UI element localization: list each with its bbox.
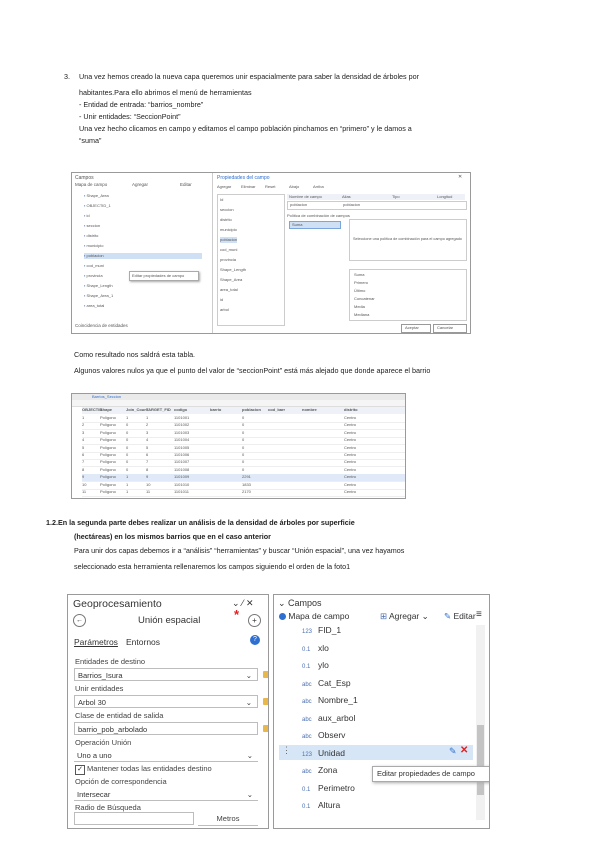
section12-line2: seleccionado esta herramienta rellenaremos los campos siguiendo el orden de la foto1 <box>74 562 351 571</box>
table-cell: 1101009 <box>174 474 190 480</box>
table-cell: Centro <box>344 489 357 494</box>
dialog-table-row[interactable] <box>287 201 467 210</box>
pencil-icon: ✎ <box>444 611 454 621</box>
table-cell: Centro <box>344 429 357 435</box>
table-cell: 10 <box>82 481 87 487</box>
field-type-icon: abc <box>302 681 312 688</box>
tooltip-small-text: Editar propiedades de campo <box>132 273 185 278</box>
table-header-cell[interactable]: barrio <box>210 407 222 412</box>
field-name: distrito <box>86 233 99 238</box>
field-item[interactable] <box>84 243 202 249</box>
table-cell: Polígono <box>100 437 116 443</box>
dialog-merge-options <box>349 269 467 321</box>
table-cell: Polígono <box>100 422 116 428</box>
dialog-field-item[interactable]: area_total <box>220 287 238 292</box>
field-type-icon: 123 <box>302 629 313 635</box>
field-row[interactable] <box>302 695 358 705</box>
radius-unit[interactable] <box>198 812 258 826</box>
table-cell: 1 <box>126 474 129 480</box>
fields-title-text: Campos <box>288 598 322 608</box>
geoprocessing-title: Geoprocesamiento <box>73 598 162 610</box>
field-row[interactable] <box>302 730 345 740</box>
merge-option[interactable]: Suma <box>354 272 365 277</box>
screenshot-field-properties <box>71 172 471 334</box>
field-type-icon: 123 <box>302 751 313 758</box>
field-item[interactable] <box>84 253 202 259</box>
chevron-down-icon: ⌄ <box>245 671 252 680</box>
dialog-close-icon[interactable]: ✕ <box>458 174 463 180</box>
field-item[interactable] <box>84 233 202 239</box>
table-cell: 1 <box>126 489 129 494</box>
window-controls[interactable]: ⌄ ⁄ ✕ <box>232 598 254 608</box>
tab-environments[interactable]: Entornos <box>126 637 161 647</box>
field-type-icon: ▪ <box>84 193 87 198</box>
field-name: Shape_Length <box>86 283 113 288</box>
merge-option[interactable]: Concatenar <box>354 296 375 301</box>
dialog-tool[interactable]: Agregar <box>217 184 232 189</box>
edit-label: Editar <box>453 611 476 621</box>
add-field-icon: ⊞ <box>380 611 390 621</box>
table-cell: Polígono <box>100 452 116 457</box>
dialog-cancel-label: Cancelar <box>437 325 454 330</box>
table-cell: Centro <box>344 415 357 420</box>
edit-label-small[interactable]: Editar <box>180 182 192 187</box>
dialog-field-item[interactable]: municipio <box>220 227 237 232</box>
tab-parameters[interactable]: Parámetros <box>74 637 118 647</box>
table-cell: Centro <box>344 474 357 480</box>
table-cell: Centro <box>344 437 357 443</box>
section3-line4: - Unir entidades: “SeccionPoint” <box>79 112 181 121</box>
field-row[interactable] <box>302 783 355 793</box>
field-item[interactable] <box>84 303 202 309</box>
field-name: Perimetro <box>318 782 355 793</box>
field-type-icon: abc <box>302 734 312 740</box>
geoprocessing-panel <box>67 594 269 829</box>
dialog-merge-select[interactable] <box>289 221 341 229</box>
dialog-info-text: Seleccione una política de combinación para el campo agregado <box>353 237 462 241</box>
table-header <box>82 407 405 414</box>
table-cell: 1101004 <box>174 437 190 443</box>
table-cell: 10 <box>146 481 151 487</box>
field-type-icon: ▪ <box>84 293 87 298</box>
dialog-field-item[interactable]: arbol <box>220 307 229 312</box>
field-item[interactable] <box>84 213 202 219</box>
table-cell: 0 <box>126 452 129 457</box>
field-row[interactable] <box>302 678 351 688</box>
dialog-col-type: Tipo <box>392 194 400 199</box>
table-cell: 2 <box>146 422 149 428</box>
field-row[interactable] <box>302 800 340 810</box>
fields-list-small <box>84 193 204 323</box>
table-cell: 5 <box>82 444 85 450</box>
field-type-icon: 0.1 <box>302 804 311 810</box>
keep-all-label: Mantener todas las entidades destino <box>87 764 212 773</box>
merge-option[interactable]: Primero <box>354 280 369 285</box>
section12-text <box>74 545 554 573</box>
dialog-row-name: poblacion <box>290 202 308 207</box>
help-icon[interactable]: ? <box>250 635 260 645</box>
table-cell: 4 <box>82 437 85 443</box>
folder-icon[interactable] <box>263 698 269 705</box>
result-text <box>74 349 554 377</box>
table-cell: Polígono <box>100 466 116 472</box>
table-cell: 11 <box>146 489 151 494</box>
dialog-field-item[interactable]: Shape_Area <box>220 277 243 282</box>
table-cell: 8 <box>82 466 85 472</box>
dialog-field-item[interactable]: cod_muni <box>220 247 238 252</box>
match-value: Intersecar <box>77 790 111 799</box>
table-cell: 8 <box>146 466 149 472</box>
table-cell: Polígono <box>100 459 116 465</box>
table-cell: 3 <box>146 429 149 435</box>
table-cell: Centro <box>344 444 357 450</box>
section3-line5: Una vez hecho clicamos en campo y editamos el campo población pinchamos en “primero” y le damos a <box>79 124 412 133</box>
table-cell: 5 <box>146 444 149 450</box>
dialog-ok-button[interactable] <box>401 324 431 333</box>
table-row[interactable] <box>82 489 405 497</box>
field-type-icon: ▪ <box>84 263 87 268</box>
table-cell: 1833 <box>242 481 251 487</box>
field-type-icon: ▪ <box>84 273 87 278</box>
radius-label: Radio de Búsqueda <box>75 803 141 812</box>
field-type-icon: ▪ <box>84 283 87 288</box>
table-cell: 0 <box>126 422 129 428</box>
join-input[interactable] <box>74 695 258 708</box>
table-toolbar <box>72 400 405 407</box>
table-cell: 1 <box>82 415 85 420</box>
table-cell: 1101011 <box>174 489 189 494</box>
operation-label: Operación Unión <box>75 738 132 747</box>
section-number: 3. <box>64 72 70 81</box>
field-name: Zona <box>318 765 338 775</box>
field-name: provincia <box>86 273 103 278</box>
fields-list <box>274 595 474 828</box>
operation-value: Uno a uno <box>77 751 112 760</box>
field-item[interactable] <box>84 203 202 209</box>
delete-field-icon[interactable]: ✕ <box>460 745 469 756</box>
table-header-cell[interactable]: TARGET_FID <box>146 407 171 412</box>
field-type-icon: ▪ <box>84 233 87 238</box>
add-field-button[interactable]: ⊞ Agregar ⌄ <box>380 611 429 621</box>
dialog-col-name: Nombre de campo <box>289 194 322 199</box>
section3-line2: habitantes.Para ello abrimos el menú de herramientas <box>79 88 252 97</box>
dialog-merge-label: Política de combinación de campos <box>287 213 350 218</box>
dialog-field-item[interactable]: id <box>220 297 224 302</box>
table-cell: 6 <box>146 452 149 457</box>
chevron-down-icon: ⌄ <box>246 751 253 760</box>
table-cell: 1 <box>126 415 129 420</box>
dialog-merge-value: Suma <box>292 222 303 227</box>
table-header-cell[interactable]: poblacion <box>242 407 261 412</box>
table-cell: Polígono <box>100 489 116 494</box>
table-cell: Polígono <box>100 444 116 450</box>
field-name: municipio <box>86 243 104 248</box>
field-name: Altura <box>318 800 341 810</box>
dialog-tool[interactable]: Arriba <box>313 184 324 189</box>
dialog-field-item[interactable]: provincia <box>220 257 237 262</box>
field-name: Nombre_1 <box>318 695 358 705</box>
result-line1: Como resultado nos saldrá esta tabla. <box>74 350 196 359</box>
operation-select[interactable] <box>74 749 258 762</box>
field-item[interactable] <box>84 293 202 299</box>
map-label-small[interactable]: Mapa de campo <box>75 182 108 187</box>
field-name: area_total <box>86 303 105 308</box>
table-cell: Centro <box>344 459 357 465</box>
table-cell: 9 <box>146 474 149 480</box>
tooltip <box>372 766 490 782</box>
scrollbar[interactable] <box>476 625 485 820</box>
field-type-icon: abc <box>302 769 312 775</box>
table-cell: 1101002 <box>174 422 190 428</box>
table-header-cell[interactable]: Join_Count <box>126 407 148 412</box>
tool-name: Unión espacial <box>138 615 201 626</box>
field-type-icon: ▪ <box>84 303 87 308</box>
dialog-field-item[interactable]: distrito <box>220 217 232 222</box>
footer-small: Coincidencia de entidades <box>75 323 128 328</box>
table-cell: 0 <box>126 437 129 443</box>
table-cell: 4 <box>146 437 149 443</box>
table-header-cell[interactable]: nombre <box>302 407 317 412</box>
dialog-cancel-button[interactable] <box>433 324 467 333</box>
table-cell: 0 <box>126 444 129 450</box>
table-header-cell[interactable]: OBJECTID <box>82 407 103 412</box>
section12-heading2: (hectáreas) en los mismos barrios que en el caso anterior <box>74 532 271 541</box>
table-cell: 0 <box>242 452 245 457</box>
field-type-icon: ▪ <box>84 213 87 218</box>
folder-icon[interactable] <box>263 671 269 678</box>
field-name: cod_muni <box>86 263 104 268</box>
section3-line6: “suma” <box>79 136 102 145</box>
table-cell: 0 <box>242 444 245 450</box>
field-name: Observ <box>318 730 346 740</box>
field-row[interactable] <box>302 765 337 775</box>
dialog-tool[interactable]: Abajo <box>289 184 300 189</box>
table-cell: 0 <box>242 415 245 420</box>
field-type-icon: 0.1 <box>302 646 311 653</box>
table-cell: 1 <box>146 415 149 420</box>
field-type-icon: ▪ <box>84 203 87 208</box>
required-icon: * <box>234 607 240 622</box>
table-cell: 1101001 <box>174 415 190 420</box>
match-select[interactable] <box>74 788 258 801</box>
fields-panel <box>273 594 490 829</box>
chevron-down-icon: ⌄ <box>245 698 252 707</box>
field-item[interactable] <box>84 263 202 269</box>
result-line2: Algunos valores nulos ya que el punto del valor de “seccionPoint” está más alejado que donde aparece el barrio <box>74 366 431 375</box>
field-item[interactable] <box>84 283 202 289</box>
dialog-info-box <box>349 219 467 261</box>
table-cell: Centro <box>344 422 357 428</box>
table-cell: 2170 <box>242 489 251 494</box>
field-row[interactable] <box>302 643 329 653</box>
field-name: aux_arbol <box>318 712 356 723</box>
table-header-cell[interactable]: distrito <box>344 407 358 412</box>
table-cell: 0 <box>242 437 245 443</box>
field-name: OBJECTID_1 <box>86 203 111 208</box>
table-cell: Centro <box>344 452 357 457</box>
field-name: FID_1 <box>318 625 342 635</box>
dialog-field-item[interactable]: seccion <box>220 207 234 212</box>
tooltip-small <box>129 271 199 281</box>
dialog-col-length: Longitud <box>437 194 453 199</box>
output-label: Clase de entidad de salida <box>75 711 164 720</box>
dialog-field-item[interactable]: Shape_Length <box>220 267 247 272</box>
table-tab[interactable]: Barrios_Seccion <box>92 394 122 399</box>
join-value: Arbol 30 <box>78 698 106 707</box>
table-cell: Polígono <box>100 415 116 420</box>
screenshot-attribute-table <box>71 393 406 499</box>
dialog-field-item[interactable]: poblacion <box>220 237 238 242</box>
fields-title-small: Campos <box>75 175 94 181</box>
field-row[interactable] <box>302 660 329 670</box>
output-value: barrio_pob_arbolado <box>78 725 148 734</box>
join-label: Unir entidades <box>75 684 124 693</box>
drag-handle-icon[interactable]: ⋮ <box>282 745 291 755</box>
field-name: Unidad <box>318 747 345 758</box>
target-input[interactable] <box>74 668 258 681</box>
field-name: id <box>86 213 90 218</box>
table-cell: 0 <box>126 466 129 472</box>
folder-icon[interactable] <box>263 725 269 732</box>
match-label: Opción de correspondencia <box>75 777 167 786</box>
section12-heading <box>46 517 566 543</box>
section3-line1: Una vez hemos creado la nueva capa queremos unir espacialmente para saber la densidad de árboles por <box>79 72 420 81</box>
section12-line1: Para unir dos capas debemos ir a “análisis” “herramientas” y buscar “Unión espacial”, una vez hayamos <box>74 546 405 555</box>
chevron-down-icon: ⌄ <box>246 790 253 799</box>
field-item[interactable] <box>84 193 202 199</box>
merge-option[interactable]: Último <box>354 288 366 293</box>
table-cell: 0 <box>126 429 129 435</box>
field-properties-dialog <box>213 173 470 333</box>
fields-panel-small <box>72 173 213 333</box>
section12-heading1: 1.2.En la segunda parte debes realizar un análisis de la densidad de árboles por superficie <box>46 518 355 527</box>
edit-field-icon[interactable]: ✎ <box>449 746 457 756</box>
section3-line3: - Entidad de entrada: “barrios_nombre” <box>79 100 204 109</box>
field-type-icon: ▪ <box>84 243 87 248</box>
dialog-field-item[interactable]: Id <box>220 197 224 202</box>
table-cell: 1101010 <box>174 481 190 487</box>
output-input[interactable] <box>74 722 258 735</box>
dialog-toolbar <box>217 184 457 191</box>
merge-option[interactable]: Media <box>354 304 365 309</box>
add-field-label: Agregar <box>389 611 420 621</box>
table-cell: 1101007 <box>174 459 190 465</box>
field-type-icon: abc <box>302 699 312 705</box>
table-cell: 0 <box>242 466 245 472</box>
table-cell: 1101005 <box>174 444 190 450</box>
field-name: ylo <box>318 660 329 670</box>
table-cell: Polígono <box>100 474 116 480</box>
menu-icon[interactable]: ≡ <box>476 609 482 620</box>
field-type-icon: 0.1 <box>302 664 311 670</box>
field-type-icon: 0.1 <box>302 786 311 793</box>
dialog-row-alias: poblacion <box>343 202 361 207</box>
table-header-cell[interactable]: Shape <box>100 407 113 412</box>
dialog-col-alias: Alias <box>342 194 351 199</box>
table-cell: 6 <box>82 452 85 457</box>
table-cell: 0 <box>242 422 245 428</box>
dialog-table-header <box>287 194 465 200</box>
field-name: Shape_Area_1 <box>86 293 114 298</box>
table-cell: 0 <box>126 459 129 465</box>
table-cell: 9 <box>82 474 85 480</box>
dialog-ok-label: Aceptar <box>405 325 419 330</box>
table-cell: 2291 <box>242 474 251 480</box>
table-cell: 1101006 <box>174 452 190 457</box>
keep-all-checkbox[interactable]: ✓ <box>75 765 85 775</box>
add-label-small[interactable]: Agregar <box>132 182 149 187</box>
tooltip-text: Editar propiedades de campo <box>377 769 475 778</box>
map-field-label: Mapa de campo <box>288 611 350 621</box>
table-cell: 1101003 <box>174 429 190 435</box>
field-name: Shape_Area <box>86 193 109 198</box>
table-cell: Polígono <box>100 481 116 487</box>
table-cell: Polígono <box>100 429 116 435</box>
table-cell: 3 <box>82 429 85 435</box>
target-value: Barrios_Isura <box>78 671 123 680</box>
chevron-down-icon: ⌄ <box>278 598 289 608</box>
table-cell: 0 <box>242 459 245 465</box>
table-cell: Centro <box>344 466 357 472</box>
table-body <box>82 415 405 498</box>
radius-unit-value: Metros <box>216 814 240 823</box>
table-cell: 7 <box>146 459 149 465</box>
dialog-tool[interactable]: Reset <box>265 184 276 189</box>
table-header-cell[interactable]: cod_barr <box>268 407 286 412</box>
table-cell: 1101008 <box>174 466 190 472</box>
field-row[interactable] <box>302 713 355 723</box>
target-label: Entidades de destino <box>75 657 146 666</box>
field-row[interactable] <box>302 625 341 635</box>
field-item[interactable] <box>84 223 202 229</box>
section3-text <box>79 71 549 147</box>
radius-input[interactable] <box>74 812 194 825</box>
table-cell: Centro <box>344 481 357 487</box>
dialog-title: Propiedades del campo <box>217 175 270 181</box>
field-type-icon: ▪ <box>84 253 87 258</box>
field-name: Cat_Esp <box>318 677 351 688</box>
table-cell: 7 <box>82 459 85 465</box>
field-type-icon: ▪ <box>84 223 87 228</box>
table-cell: 11 <box>82 489 87 494</box>
field-row[interactable] <box>302 748 345 758</box>
field-type-icon: abc <box>302 716 312 723</box>
table-header-cell[interactable]: codigo <box>174 407 188 412</box>
dialog-tool[interactable]: Eliminar <box>241 184 256 189</box>
table-cell: 2 <box>82 422 85 428</box>
field-name: seccion <box>86 223 101 228</box>
table-cell: 0 <box>242 429 245 435</box>
back-icon[interactable]: ← <box>73 614 86 627</box>
field-name: poblacion <box>86 253 104 258</box>
field-name: xlo <box>318 642 329 653</box>
table-cell: 1 <box>126 481 129 487</box>
add-icon[interactable]: + <box>248 614 261 627</box>
merge-option[interactable]: Mediana <box>354 312 370 317</box>
dialog-left-list <box>217 194 285 326</box>
